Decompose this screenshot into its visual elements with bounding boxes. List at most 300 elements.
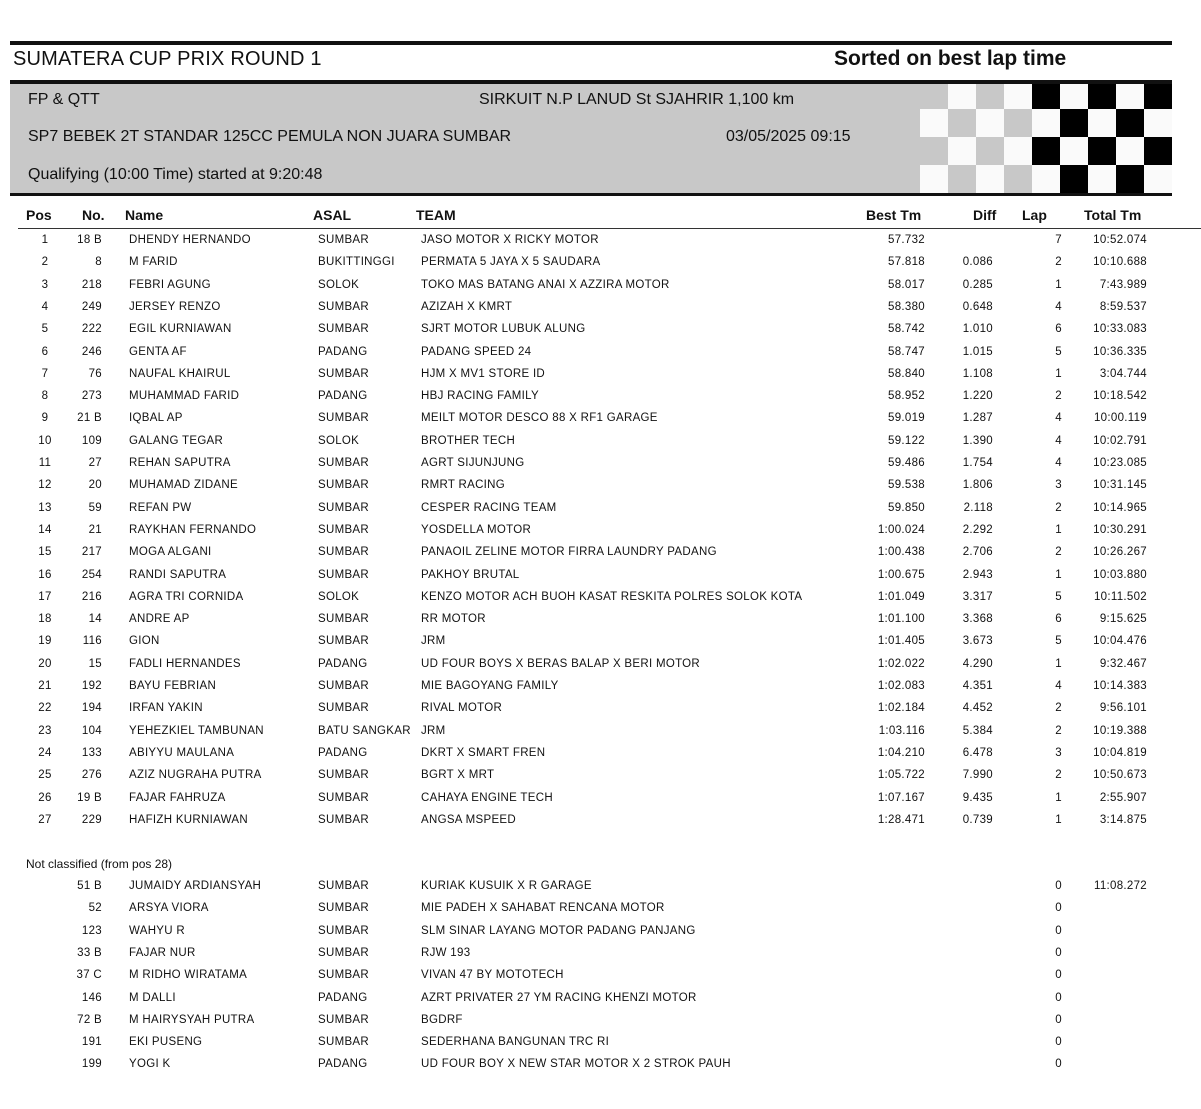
cell-lap: 1 [1055,813,1062,826]
cell-best: 1:07.167 [877,791,925,804]
cell-asal: SUMBAR [318,769,370,782]
cell-name: IQBAL AP [129,412,183,425]
cell-no: 249 [81,300,102,313]
cell-best: 1:00.024 [877,523,925,536]
cell-asal: SUMBAR [318,791,370,804]
cell-name: JUMAIDY ARDIANSYAH [129,880,262,892]
cell-asal: PADANG [318,991,368,1004]
cell-no: 27 [88,457,102,469]
cell-pos: 17 [38,590,52,603]
cell-diff: 6.478 [962,746,993,759]
cell-best: 59.122 [888,434,925,447]
cell-no: 229 [81,813,102,826]
table-row [0,320,1201,342]
cell-name: REFAN PW [129,501,192,514]
cell-lap: 0 [1055,991,1062,1004]
cell-asal: PADANG [318,746,368,759]
cell-best: 57.732 [888,234,925,246]
cell-asal: SUMBAR [318,568,370,581]
cell-total: 10:18.542 [1093,390,1147,403]
cell-team: PERMATA 5 JAYA X 5 SAUDARA [421,256,601,269]
cell-no: 51 B [77,880,102,892]
cell-no: 104 [81,724,102,737]
cell-name: M RIDHO WIRATAMA [129,969,248,982]
col-pos: Pos [26,207,52,223]
cell-asal: SUMBAR [318,702,370,715]
cell-no: 33 B [77,946,102,959]
cell-total: 10:36.335 [1093,345,1147,358]
cell-team: MIE PADEH X SAHABAT RENCANA MOTOR [421,902,665,915]
cell-lap: 2 [1055,769,1062,782]
cell-name: GION [129,635,160,648]
cell-no: 52 [88,902,102,915]
cell-name: M FARID [129,256,178,269]
cell-total: 10:52.074 [1093,234,1147,246]
cell-total: 10:23.085 [1093,457,1147,469]
cell-no: 37 C [76,969,102,982]
event-title: SUMATERA CUP PRIX ROUND 1 [13,48,322,70]
session-name: FP & QTT [28,91,100,108]
cell-total: 2:55.907 [1099,791,1147,804]
cell-name: ARSYA VIORA [129,902,209,915]
cell-name: EGIL KURNIAWAN [129,323,232,336]
cell-no: 192 [81,680,102,692]
table-row [0,789,1201,811]
cell-team: UD FOUR BOY X NEW STAR MOTOR X 2 STROK PAUH [421,1058,731,1071]
table-row [0,610,1201,632]
cell-lap: 3 [1055,746,1062,759]
cell-no: 19 B [77,791,102,804]
session-datetime: 03/05/2025 09:15 [726,128,851,145]
table-row [0,744,1201,766]
col-diff: Diff [973,207,997,223]
cell-total: 10:14.383 [1093,680,1147,692]
cell-name: M DALLI [129,991,176,1004]
cell-no: 191 [81,1036,102,1049]
table-row [0,365,1201,387]
table-row [0,499,1201,521]
cell-name: NAUFAL KHAIRUL [129,367,231,380]
cell-pos: 10 [38,434,52,447]
cell-asal: PADANG [318,657,368,670]
cell-best: 58.747 [888,345,925,358]
cell-name: MOGA ALGANI [129,546,212,559]
cell-lap: 1 [1055,568,1062,581]
cell-no: 21 B [77,412,102,425]
cell-pos: 6 [41,345,49,358]
table-row [0,476,1201,498]
cell-team: PAKHOY BRUTAL [421,568,520,581]
cell-asal: SUMBAR [318,946,370,959]
cell-diff: 2.943 [962,568,993,581]
not-classified-title: Not classified (from pos 28) [26,857,173,871]
cell-name: AZIZ NUGRAHA PUTRA [129,769,262,782]
cell-asal: SOLOK [318,434,360,447]
cell-best: 59.486 [888,457,925,469]
not-classified-row [0,922,1201,944]
sort-label: Sorted on best lap time [834,47,1067,70]
cell-no: 123 [81,924,102,937]
cell-pos: 26 [38,791,52,804]
cell-diff: 0.648 [962,300,993,313]
cell-no: 222 [81,323,102,336]
cell-diff: 1.287 [962,412,993,425]
cell-pos: 5 [41,323,49,336]
cell-lap: 0 [1055,946,1062,959]
cell-no: 109 [81,434,102,447]
not-classified-row [0,966,1201,988]
cell-asal: SUMBAR [318,1013,370,1026]
cell-name: REHAN SAPUTRA [129,457,231,469]
table-row [0,766,1201,788]
cell-diff: 2.118 [963,501,993,514]
cell-total: 3:14.875 [1099,813,1147,826]
cell-lap: 1 [1055,367,1062,380]
cell-pos: 13 [38,501,52,514]
cell-diff: 1.220 [962,390,993,403]
cell-total: 10:33.083 [1093,323,1147,336]
cell-asal: SUMBAR [318,523,370,536]
cell-team: BROTHER TECH [421,434,516,447]
col-asal: ASAL [313,207,352,223]
cell-total: 10:00.119 [1093,412,1147,425]
cell-pos: 8 [41,390,49,403]
cell-team: VIVAN 47 BY MOTOTECH [421,969,564,982]
table-row [0,432,1201,454]
cell-lap: 5 [1055,635,1062,648]
cell-pos: 21 [38,680,52,692]
cell-no: 76 [88,367,102,380]
cell-lap: 1 [1055,523,1062,536]
cell-diff: 5.384 [962,724,993,737]
cell-asal: SUMBAR [318,501,370,514]
col-best: Best Tm [866,207,922,223]
cell-no: 199 [81,1058,102,1071]
header-rule [18,228,1201,229]
cell-name: FADLI HERNANDES [129,657,241,670]
cell-asal: SUMBAR [318,880,370,892]
cell-name: YOGI K [129,1058,171,1071]
cell-pos: 3 [41,278,49,291]
cell-best: 57.818 [888,256,925,269]
cell-pos: 15 [38,546,52,559]
cell-best: 58.380 [888,300,925,313]
cell-diff: 3.368 [962,613,993,626]
cell-team: RIVAL MOTOR [421,702,503,715]
cell-asal: PADANG [318,1058,368,1071]
cell-lap: 0 [1055,969,1062,982]
cell-diff: 1.754 [962,457,993,469]
cell-diff: 1.015 [962,345,993,358]
cell-asal: SUMBAR [318,924,370,937]
cell-pos: 9 [41,412,49,425]
not-classified-row [0,944,1201,966]
cell-no: 216 [81,590,102,603]
cell-total: 10:14.965 [1093,501,1147,514]
cell-best: 1:28.471 [877,813,925,826]
cell-lap: 2 [1055,256,1062,269]
cell-total: 10:11.502 [1093,590,1147,603]
table-row [0,276,1201,298]
cell-team: RMRT RACING [421,479,506,492]
table-row [0,298,1201,320]
table-row [0,253,1201,275]
cell-no: 72 B [77,1013,102,1026]
cell-asal: SUMBAR [318,546,370,559]
cell-lap: 0 [1055,1013,1062,1026]
cell-asal: SUMBAR [318,902,370,915]
cell-team: HBJ RACING FAMILY [421,390,539,403]
cell-name: HAFIZH KURNIAWAN [129,813,248,826]
cell-lap: 0 [1055,1058,1062,1071]
cell-team: SEDERHANA BANGUNAN TRC RI [421,1036,610,1049]
cell-no: 59 [88,501,102,514]
cell-best: 1:02.022 [877,657,925,670]
cell-no: 8 [95,256,102,269]
col-lap: Lap [1022,207,1047,223]
cell-name: MUHAMMAD FARID [129,390,240,403]
circuit-name: SIRKUIT N.P LANUD St SJAHRIR 1,100 km [479,91,795,108]
cell-team: CESPER RACING TEAM [421,501,557,514]
cell-pos: 7 [41,367,49,380]
cell-lap: 5 [1055,345,1062,358]
table-row [0,454,1201,476]
cell-total: 10:31.145 [1093,479,1147,492]
cell-team: ANGSA MSPEED [421,813,516,826]
cell-total: 10:19.388 [1093,724,1147,737]
cell-best: 59.019 [888,412,925,425]
cell-team: SLM SINAR LAYANG MOTOR PADANG PANJANG [421,924,696,937]
cell-total: 10:26.267 [1093,546,1147,559]
cell-lap: 2 [1055,546,1062,559]
cell-name: GALANG TEGAR [129,434,224,447]
cell-lap: 2 [1055,724,1062,737]
cell-lap: 0 [1055,1036,1062,1049]
cell-pos: 19 [38,635,52,648]
cell-asal: PADANG [318,390,368,403]
cell-pos: 18 [38,613,52,626]
cell-total: 10:10.688 [1093,256,1147,269]
cell-best: 59.538 [888,479,925,492]
cell-total: 10:04.476 [1093,635,1147,648]
cell-pos: 25 [38,769,52,782]
cell-asal: SUMBAR [318,1036,370,1049]
table-row [0,231,1201,253]
cell-team: JRM [421,635,446,648]
cell-diff: 1.806 [962,479,993,492]
cell-pos: 2 [41,256,49,269]
table-row [0,409,1201,431]
cell-total: 8:59.537 [1099,300,1147,313]
cell-team: KENZO MOTOR ACH BUOH KASAT RESKITA POLRES SOLOK KOTA [421,590,803,603]
cell-diff: 2.292 [962,523,993,536]
cell-team: UD FOUR BOYS X BERAS BALAP X BERI MOTOR [421,657,701,670]
cell-lap: 2 [1055,702,1062,715]
not-classified-row [0,1011,1201,1033]
cell-lap: 2 [1055,501,1062,514]
cell-lap: 7 [1055,234,1062,246]
cell-best: 59.850 [888,501,925,514]
cell-lap: 3 [1055,479,1062,492]
cell-asal: SUMBAR [318,367,370,380]
cell-no: 18 B [77,234,102,246]
cell-name: WAHYU R [129,924,185,937]
col-team: TEAM [416,207,456,223]
cell-name: M HAIRYSYAH PUTRA [129,1013,255,1026]
cell-diff: 4.452 [962,702,993,715]
cell-total: 10:30.291 [1093,523,1147,536]
cell-pos: 4 [41,300,49,313]
cell-no: 15 [88,657,102,670]
cell-total: 11:08.272 [1093,880,1147,892]
cell-diff: 4.351 [962,680,993,692]
cell-best: 1:01.100 [877,613,925,626]
cell-no: 273 [81,390,102,403]
cell-lap: 1 [1055,657,1062,670]
cell-name: EKI PUSENG [129,1036,203,1049]
cell-name: ANDRE AP [129,613,190,626]
cell-team: PADANG SPEED 24 [421,345,532,358]
col-total: Total Tm [1084,207,1142,223]
cell-team: TOKO MAS BATANG ANAI X AZZIRA MOTOR [421,278,670,291]
not-classified-row [0,877,1201,899]
table-row [0,566,1201,588]
cell-total: 9:56.101 [1099,702,1147,715]
table-row [0,343,1201,365]
cell-asal: SUMBAR [318,969,370,982]
cell-lap: 4 [1055,457,1062,469]
cell-team: AZRT PRIVATER 27 YM RACING KHENZI MOTOR [421,991,697,1004]
top-rule [10,41,1172,45]
table-row [0,588,1201,610]
table-row [0,655,1201,677]
cell-name: AGRA TRI CORNIDA [129,590,244,603]
cell-asal: SOLOK [318,278,360,291]
table-row [0,521,1201,543]
cell-no: 218 [81,278,102,291]
cell-asal: SUMBAR [318,680,370,692]
cell-best: 1:03.116 [878,724,925,737]
cell-team: YOSDELLA MOTOR [421,523,532,536]
cell-asal: BUKITTINGGI [318,256,395,269]
cell-best: 1:01.049 [877,590,925,603]
cell-lap: 6 [1055,613,1062,626]
cell-asal: SUMBAR [318,457,370,469]
cell-no: 21 [88,523,102,536]
cell-lap: 4 [1055,434,1062,447]
cell-name: JERSEY RENZO [129,300,221,313]
cell-total: 7:43.989 [1099,278,1147,291]
cell-team: AGRT SIJUNJUNG [421,457,525,469]
cell-diff: 0.285 [962,278,993,291]
cell-team: JRM [421,724,446,737]
cell-diff: 9.435 [962,791,993,804]
cell-diff: 0.086 [962,256,993,269]
cell-no: 194 [81,702,102,715]
cell-name: RAYKHAN FERNANDO [129,523,257,536]
cell-lap: 4 [1055,680,1062,692]
cell-team: BGDRF [421,1013,463,1026]
cell-best: 1:01.405 [877,635,925,648]
cell-asal: SUMBAR [318,813,370,826]
cell-asal: SUMBAR [318,300,370,313]
cell-total: 3:04.744 [1099,367,1147,380]
not-classified-row [0,899,1201,921]
table-row [0,811,1201,833]
cell-lap: 6 [1055,323,1062,336]
cell-lap: 5 [1055,590,1062,603]
cell-name: GENTA AF [129,345,187,358]
cell-diff: 0.739 [962,813,993,826]
cell-best: 58.952 [888,390,925,403]
cell-no: 146 [81,991,102,1004]
not-classified-row [0,1033,1201,1055]
table-row [0,387,1201,409]
cell-name: IRFAN YAKIN [129,702,203,715]
cell-lap: 2 [1055,390,1062,403]
cell-team: SJRT MOTOR LUBUK ALUNG [421,323,586,336]
cell-total: 9:32.467 [1099,657,1147,670]
table-row [0,543,1201,565]
cell-best: 1:02.184 [877,702,925,715]
cell-team: BGRT X MRT [421,769,495,782]
cell-team: AZIZAH X KMRT [421,300,513,313]
cell-asal: SOLOK [318,590,360,603]
cell-lap: 0 [1055,880,1062,892]
cell-asal: SUMBAR [318,323,370,336]
cell-name: DHENDY HERNANDO [129,234,251,246]
cell-best: 58.017 [888,278,925,291]
cell-best: 1:02.083 [877,680,925,692]
cell-diff: 1.390 [962,434,993,447]
cell-team: RR MOTOR [421,613,486,626]
cell-best: 1:05.722 [877,769,925,782]
cell-pos: 1 [41,234,49,246]
cell-team: CAHAYA ENGINE TECH [421,791,553,804]
cell-pos: 22 [38,702,52,715]
cell-asal: SUMBAR [318,234,370,246]
cell-lap: 4 [1055,412,1062,425]
cell-asal: SUMBAR [318,635,370,648]
cell-no: 254 [81,568,102,581]
cell-name: YEHEZKIEL TAMBUNAN [129,724,264,737]
cell-best: 1:04.210 [877,746,925,759]
cell-pos: 23 [38,724,52,737]
qualifying-info: Qualifying (10:00 Time) started at 9:20:48 [28,166,323,183]
cell-total: 10:02.791 [1093,434,1147,447]
cell-lap: 1 [1055,791,1062,804]
cell-diff: 3.317 [962,590,993,603]
table-row [0,699,1201,721]
cell-team: MEILT MOTOR DESCO 88 X RF1 GARAGE [421,412,658,425]
cell-team: PANAOIL ZELINE MOTOR FIRRA LAUNDRY PADANG [421,546,717,559]
col-no: No. [82,207,105,223]
class-name: SP7 BEBEK 2T STANDAR 125CC PEMULA NON JUARA SUMBAR [28,128,512,145]
cell-lap: 1 [1055,278,1062,291]
cell-total: 9:15.625 [1099,613,1147,626]
cell-pos: 11 [38,457,52,469]
cell-pos: 27 [38,813,52,826]
cell-diff: 1.010 [962,323,993,336]
cell-asal: PADANG [318,345,368,358]
cell-asal: BATU SANGKAR [318,724,411,737]
cell-diff: 1.108 [962,367,993,380]
table-row [0,632,1201,654]
cell-name: FAJAR NUR [129,946,196,959]
cell-name: FEBRI AGUNG [129,278,211,291]
table-row [0,677,1201,699]
cell-asal: SUMBAR [318,412,370,425]
